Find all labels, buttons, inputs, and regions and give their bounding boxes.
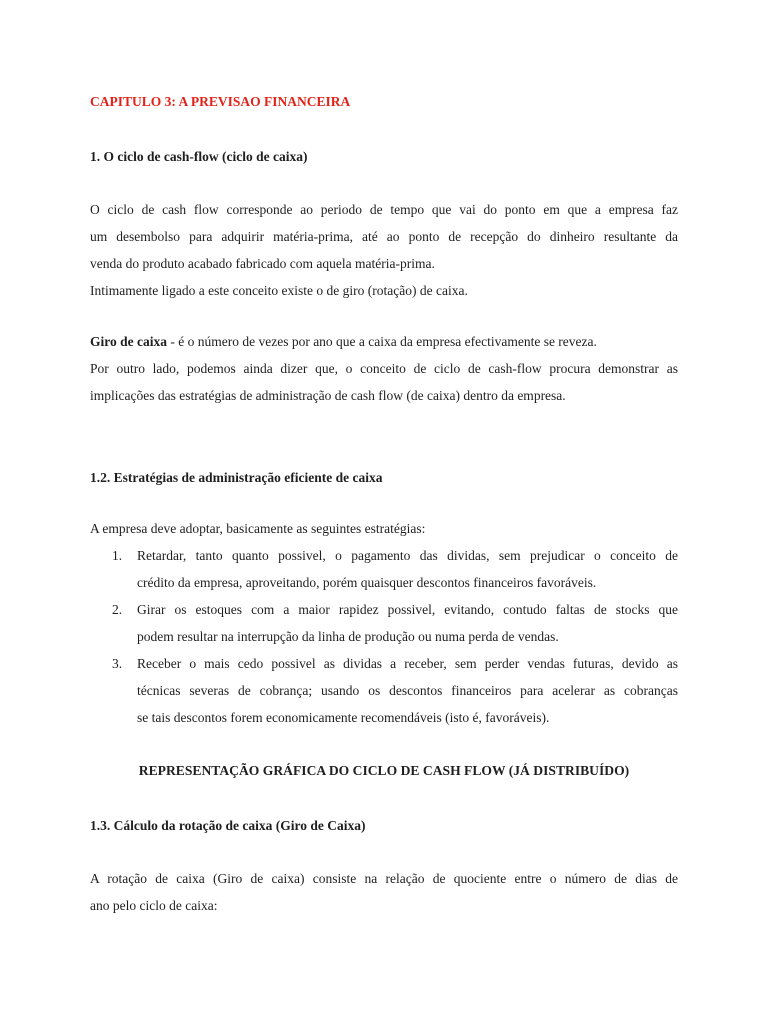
section-1-3-heading: 1.3. Cálculo da rotação de caixa (Giro de Caixa) (90, 818, 366, 833)
list-item-3-line-1: Receber o mais cedo possivel as dividas a receber, sem perder vendas futuras, devido as (137, 656, 678, 671)
section-1-para2: Intimamente ligado a este conceito existe o de giro (rotação) de caixa. (90, 283, 468, 298)
giro-de-caixa-term: Giro de caixa (90, 334, 167, 349)
section-1-3-para-line-1: A rotação de caixa (Giro de caixa) consiste na relação de quociente entre o número de dias de (90, 871, 678, 886)
list-item-2-number: 2. (112, 602, 123, 617)
section-1-para1-line-2: um desembolso para adquirir matéria-prima, até ao ponto de recepção do dinheiro resultante da (90, 229, 678, 244)
list-item-3-line-2: técnicas severas de cobrança; usando os descontos financeiros para acelerar as cobranças (137, 683, 678, 698)
chapter-title: CAPITULO 3: A PREVISAO FINANCEIRA (90, 94, 351, 109)
list-item-3-line-3: se tais descontos forem economicamente recomendáveis (isto é, favoráveis). (137, 710, 550, 725)
section-1-para1-line-3: venda do produto acabado fabricado com aquela matéria-prima. (90, 256, 435, 271)
section-1-heading: 1. O ciclo de cash-flow (ciclo de caixa) (90, 149, 308, 164)
list-item-1-line-1: Retardar, tanto quanto possivel, o pagamento das dividas, sem prejudicar o conceito de (137, 548, 678, 563)
section-1-2-heading: 1.2. Estratégias de administração eficiente de caixa (90, 470, 383, 485)
list-item-2-line-2: podem resultar na interrupção da linha de produção ou numa perda de vendas. (137, 629, 559, 644)
list-item-1-number: 1. (112, 548, 123, 563)
giro-de-caixa-definition (90, 333, 678, 351)
section-1-para1-line-1: O ciclo de cash flow corresponde ao periodo de tempo que vai do ponto em que a empresa faz (90, 202, 678, 217)
giro-de-caixa-text: - é o número de vezes por ano que a caixa da empresa efectivamente se reveza. (167, 334, 597, 349)
section-1-2-intro: A empresa deve adoptar, basicamente as seguintes estratégias: (90, 521, 426, 536)
section-1-3-para-line-2: ano pelo ciclo de caixa: (90, 898, 218, 913)
list-item-1-line-2: crédito da empresa, aproveitando, porém quaisquer descontos financeiros favoráveis. (137, 575, 597, 590)
list-item-2-line-1: Girar os estoques com a maior rapidez possivel, evitando, contudo faltas de stocks que (137, 602, 678, 617)
section-1-para3-line-1: Por outro lado, podemos ainda dizer que, o conceito de ciclo de cash-flow procura demonstrar as (90, 361, 678, 376)
figure-heading: REPRESENTAÇÃO GRÁFICA DO CICLO DE CASH FLOW (JÁ DISTRIBUÍDO) (138, 763, 630, 778)
section-1-para3-line-2: implicações das estratégias de administração de cash flow (de caixa) dentro da empresa. (90, 388, 566, 403)
list-item-3-number: 3. (112, 656, 123, 671)
